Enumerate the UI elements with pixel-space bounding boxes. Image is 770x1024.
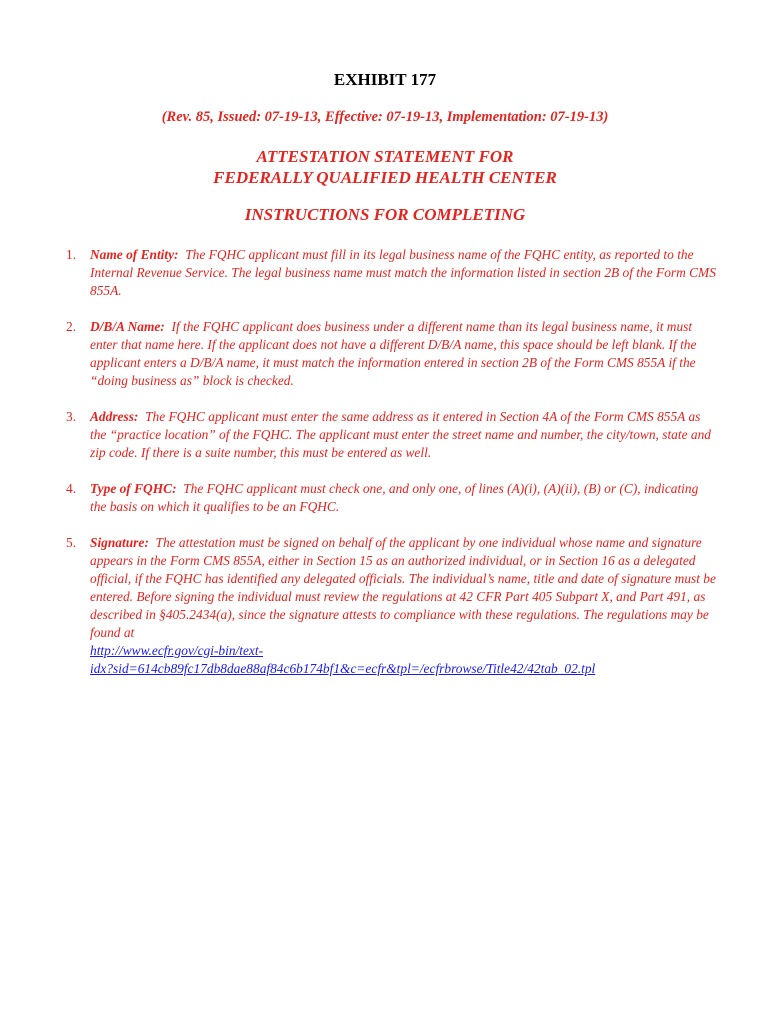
item-label: Type of FQHC: — [90, 481, 177, 496]
attestation-title — [0, 146, 770, 188]
ecfr-link[interactable] — [90, 642, 716, 678]
item-label: Address: — [90, 409, 139, 424]
item-label: D/B/A Name: — [90, 319, 165, 334]
item-text: The attestation must be signed on behalf of the applicant by one individual whose name and signature appears in the Form CMS 855A, either in Section 15 as an authorized individual, or in Section 16 as a delegated official, if the FQHC has identified any delegated officials. The individual’s name, title and date of signature must be entered. Before signing the individual must review the regulations at 42 CFR Part 405 Subpart X, and Part 491, as described in §405.2434(a), since the signature attests to compliance with these regulations. The regulations may be found at — [90, 535, 716, 640]
item-number: 3. — [66, 409, 77, 424]
item-number: 2. — [66, 319, 77, 334]
title-line-2: FEDERALLY QUALIFIED HEALTH CENTER — [213, 168, 557, 187]
item-text: If the FQHC applicant does business under a different name than its legal business name, it must enter that name here. If the applicant does not have a different D/B/A name, this space should be left blank. If the applicant enters a D/B/A name, it must match the information entered in section 2B of the Form CMS 855A if the “doing business as” block is checked. — [90, 319, 697, 388]
item-label: Name of Entity: — [90, 247, 179, 262]
list-item-signature — [66, 534, 716, 678]
revision-line: (Rev. 85, Issued: 07-19-13, Effective: 07-19-13, Implementation: 07-19-13) — [161, 109, 609, 125]
ecfr-link-line-1[interactable]: http://www.ecfr.gov/cgi-bin/text- — [90, 643, 264, 658]
instructions-heading: INSTRUCTIONS FOR COMPLETING — [244, 205, 526, 224]
item-text: The FQHC applicant must enter the same address as it entered in Section 4A of the Form CMS 855A as the “practice location” of the FQHC. The applicant must enter the street name and number, the city/town, state and zip code. If there is a suite number, this must be entered as well. — [90, 409, 711, 460]
instruction-list — [66, 246, 716, 696]
exhibit-title: EXHIBIT 177 — [333, 70, 437, 89]
item-text: The FQHC applicant must check one, and only one, of lines (A)(i), (A)(ii), (B) or (C), indicating the basis on which it qualifies to be an FQHC. — [90, 481, 699, 514]
list-item-type-of-fqhc — [66, 480, 716, 516]
list-item-dba-name — [66, 318, 716, 390]
list-item-name-of-entity — [66, 246, 716, 300]
item-number: 1. — [66, 247, 77, 262]
item-label: Signature: — [90, 535, 149, 550]
item-number: 4. — [66, 481, 77, 496]
item-number: 5. — [66, 535, 77, 550]
list-item-address — [66, 408, 716, 462]
ecfr-link-line-2[interactable]: idx?sid=614cb89fc17db8dae88af84c6b174bf1&c=ecfr&tpl=/ecfrbrowse/Title42/42tab_02.tpl — [90, 661, 596, 676]
item-text: The FQHC applicant must fill in its legal business name of the FQHC entity, as reported to the Internal Revenue Service. The legal business name must match the information listed in section 2B of the Form CMS 855A. — [90, 247, 716, 298]
title-line-1: ATTESTATION STATEMENT FOR — [256, 147, 514, 166]
